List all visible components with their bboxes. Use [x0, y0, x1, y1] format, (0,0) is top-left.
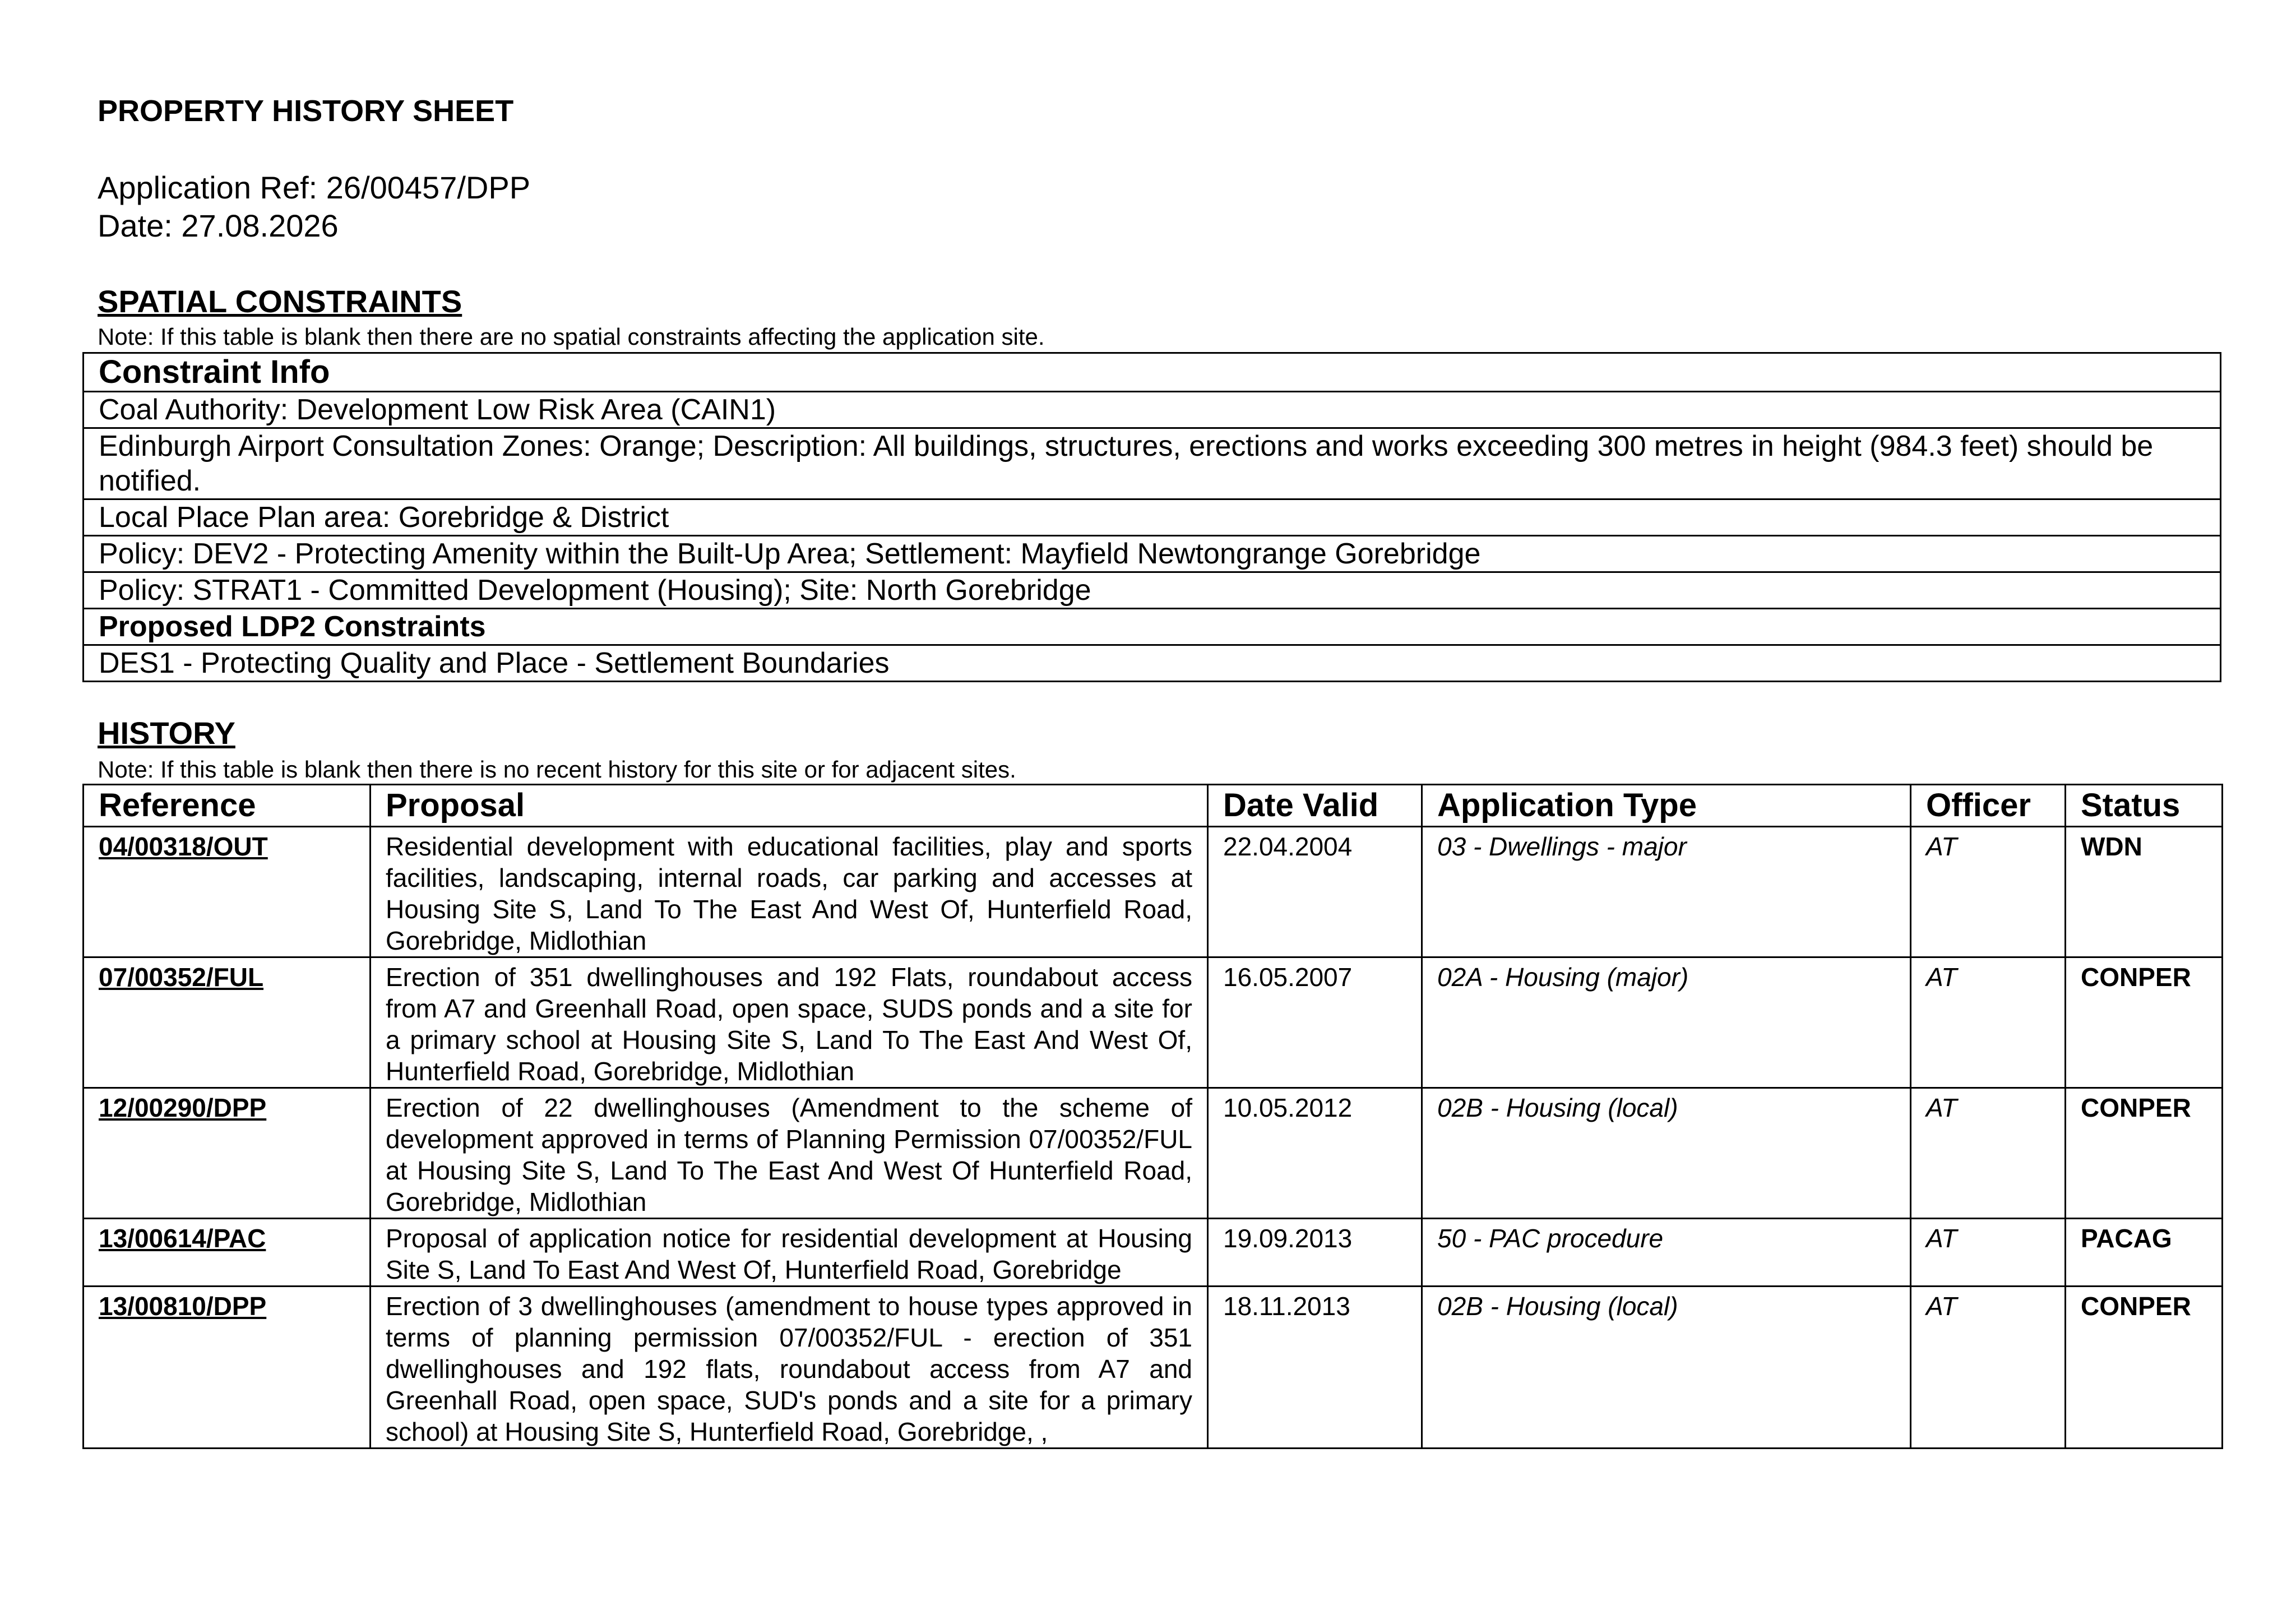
date-valid-cell: 19.09.2013	[1208, 1219, 1422, 1287]
proposed-ldp2-header-row	[84, 609, 2221, 645]
constraints-table	[82, 352, 2221, 682]
date-valid-cell: 18.11.2013	[1208, 1287, 1422, 1449]
application-type-cell: 02B - Housing (local)	[1422, 1088, 1911, 1219]
history-table	[82, 784, 2223, 1449]
officer-cell: AT	[1911, 1219, 2066, 1287]
reference-link[interactable]: 04/00318/OUT	[99, 832, 268, 861]
application-type-cell: 50 - PAC procedure	[1422, 1219, 1911, 1287]
status-cell: CONPER	[2066, 1287, 2223, 1449]
status-cell: WDN	[2066, 827, 2223, 957]
constraint-row	[84, 392, 2221, 428]
constraint-cell: Edinburgh Airport Consultation Zones: Orange; Description: All buildings, structures, erections and works exceeding 300 metres in height (984.3 feet) should be notified.	[84, 428, 2221, 499]
reference-cell	[84, 1088, 371, 1219]
column-header-application-type: Application Type	[1422, 785, 1911, 827]
constraint-row	[84, 499, 2221, 536]
spatial-constraints-note: Note: If this table is blank then there are no spatial constraints affecting the application site.	[98, 323, 1045, 350]
reference-cell	[84, 957, 371, 1088]
status-cell: CONPER	[2066, 957, 2223, 1088]
status-cell: CONPER	[2066, 1088, 2223, 1219]
officer-cell: AT	[1911, 1088, 2066, 1219]
reference-cell	[84, 827, 371, 957]
constraints-header-row	[84, 353, 2221, 392]
proposal-cell: Erection of 351 dwellinghouses and 192 Flats, roundabout access from A7 and Greenhall Road, open space, SUDS ponds and a site for a primary school at Housing Site S, Land To The East And West Of, Hunterfield Road, Gorebridge, Midlothian	[371, 957, 1208, 1088]
reference-link[interactable]: 13/00614/PAC	[99, 1224, 266, 1253]
officer-cell: AT	[1911, 827, 2066, 957]
constraint-cell: DES1 - Protecting Quality and Place - Settlement Boundaries	[84, 645, 2221, 682]
constraint-cell: Policy: STRAT1 - Committed Development (Housing); Site: North Gorebridge	[84, 572, 2221, 609]
proposal-cell: Proposal of application notice for residential development at Housing Site S, Land To East And West Of, Hunterfield Road, Gorebridge	[371, 1219, 1208, 1287]
constraint-info-header: Constraint Info	[84, 353, 2221, 392]
date-valid-cell: 16.05.2007	[1208, 957, 1422, 1088]
application-ref: Application Ref: 26/00457/DPP	[98, 170, 531, 205]
table-row	[84, 957, 2223, 1088]
application-type-cell: 02A - Housing (major)	[1422, 957, 1911, 1088]
date-valid-cell: 10.05.2012	[1208, 1088, 1422, 1219]
officer-cell: AT	[1911, 1287, 2066, 1449]
constraint-cell: Policy: DEV2 - Protecting Amenity within the Built-Up Area; Settlement: Mayfield Newtongrange Gorebridge	[84, 536, 2221, 572]
column-header-officer: Officer	[1911, 785, 2066, 827]
spatial-constraints-heading: SPATIAL CONSTRAINTS	[98, 284, 462, 319]
proposal-cell: Residential development with educational facilities, play and sports facilities, landscaping, internal roads, car parking and accesses at Housing Site S, Land To The East And West Of, Hunterfield Road, Gorebridge, Midlothian	[371, 827, 1208, 957]
reference-link[interactable]: 12/00290/DPP	[99, 1093, 267, 1122]
reference-cell	[84, 1287, 371, 1449]
constraint-row	[84, 572, 2221, 609]
date-valid-cell: 22.04.2004	[1208, 827, 1422, 957]
page-title: PROPERTY HISTORY SHEET	[98, 94, 514, 128]
reference-link[interactable]: 07/00352/FUL	[99, 963, 264, 992]
constraint-cell: Local Place Plan area: Gorebridge & District	[84, 499, 2221, 536]
column-header-date-valid: Date Valid	[1208, 785, 1422, 827]
proposal-cell: Erection of 22 dwellinghouses (Amendment to the scheme of development approved in terms of Planning Permission 07/00352/FUL at Housing Site S, Land To The East And West Of Hunterfield Road, Gorebridge, Midlothian	[371, 1088, 1208, 1219]
column-header-reference: Reference	[84, 785, 371, 827]
history-heading: HISTORY	[98, 715, 235, 751]
table-row	[84, 1287, 2223, 1449]
table-row	[84, 1219, 2223, 1287]
history-note: Note: If this table is blank then there is no recent history for this site or for adjacent sites.	[98, 756, 1016, 783]
officer-cell: AT	[1911, 957, 2066, 1088]
application-type-cell: 03 - Dwellings - major	[1422, 827, 1911, 957]
document-date: Date: 27.08.2026	[98, 208, 339, 243]
column-header-status: Status	[2066, 785, 2223, 827]
application-type-cell: 02B - Housing (local)	[1422, 1287, 1911, 1449]
constraint-cell: Coal Authority: Development Low Risk Area (CAIN1)	[84, 392, 2221, 428]
column-header-proposal: Proposal	[371, 785, 1208, 827]
constraint-row	[84, 645, 2221, 682]
table-row	[84, 1088, 2223, 1219]
constraint-row	[84, 536, 2221, 572]
history-header-row	[84, 785, 2223, 827]
reference-link[interactable]: 13/00810/DPP	[99, 1292, 267, 1321]
table-row	[84, 827, 2223, 957]
proposed-ldp2-heading: Proposed LDP2 Constraints	[84, 609, 2221, 645]
status-cell: PACAG	[2066, 1219, 2223, 1287]
constraint-row	[84, 428, 2221, 499]
proposal-cell: Erection of 3 dwellinghouses (amendment to house types approved in terms of planning permission 07/00352/FUL - erection of 351 dwellinghouses and 192 flats, roundabout access from A7 and Greenhall Road, open space, SUD's ponds and a site for a primary school) at Housing Site S, Hunterfield Road, Gorebridge, ,	[371, 1287, 1208, 1449]
reference-cell	[84, 1219, 371, 1287]
